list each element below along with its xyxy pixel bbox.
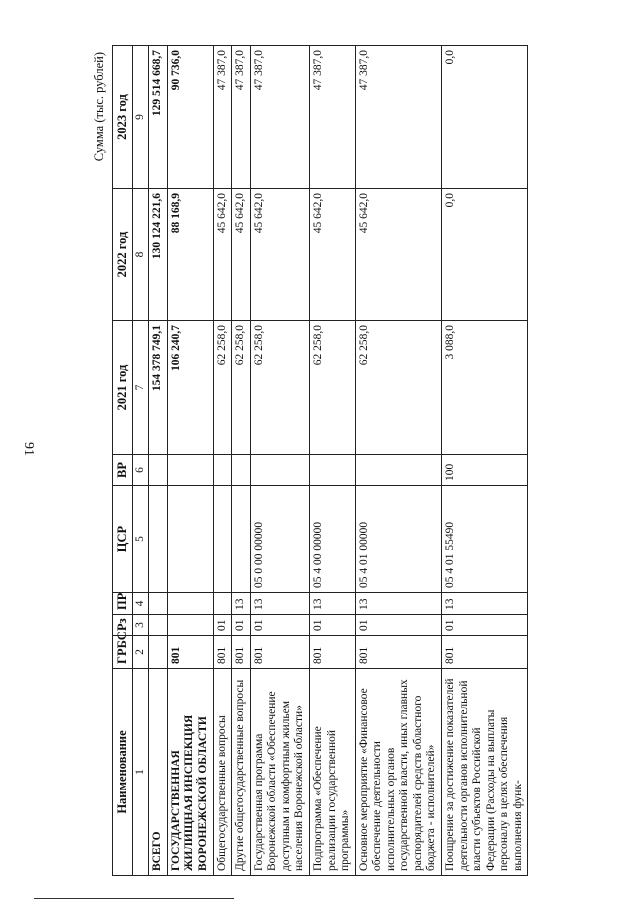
cell-rz: [149, 615, 168, 636]
cell-grbs: 801: [232, 636, 251, 669]
column-number: 5: [132, 486, 149, 593]
cell-pr: 13: [442, 593, 528, 615]
cell-csr: [213, 486, 232, 593]
cell-grbs: 801: [213, 636, 232, 669]
row-name: Государственная программа Воронежской области «Обеспечение доступным и комфортным жильем населения Воронежской области»: [250, 669, 309, 876]
cell-pr: [213, 593, 232, 615]
cell-vr: [355, 455, 441, 486]
header-vr: ВР: [113, 455, 133, 486]
cell-2023: 47 387,0: [355, 46, 441, 189]
cell-2021: 62 258,0: [232, 321, 251, 455]
table-row: [250, 46, 309, 876]
row-name: Другие общегосударственные вопросы: [232, 669, 251, 876]
cell-grbs: 801: [167, 636, 213, 669]
table-row: [442, 46, 528, 876]
cell-pr: 13: [309, 593, 355, 615]
cell-csr: 05 4 00 00000: [309, 486, 355, 593]
unit-label: Сумма (тыс. рублей): [92, 52, 106, 162]
cell-csr: 05 4 01 55490: [442, 486, 528, 593]
cell-csr: [232, 486, 251, 593]
row-name: Подпрограмма «Обеспечение реализации государственной программы»: [309, 669, 355, 876]
column-number: 1: [132, 669, 149, 876]
budget-table: [112, 45, 528, 876]
cell-vr: [213, 455, 232, 486]
cell-grbs: 801: [442, 636, 528, 669]
cell-grbs: 801: [250, 636, 309, 669]
column-number: 9: [132, 46, 149, 189]
cell-pr: 13: [250, 593, 309, 615]
cell-2022: 45 642,0: [232, 189, 251, 321]
cell-2021: 154 378 749,1: [149, 321, 168, 455]
cell-vr: [167, 455, 213, 486]
cell-vr: 100: [442, 455, 528, 486]
cell-csr: [167, 486, 213, 593]
cell-rz: 01: [442, 615, 528, 636]
cell-2021: 62 258,0: [250, 321, 309, 455]
header-grbs: ГРБС: [113, 636, 133, 669]
cell-rz: 01: [232, 615, 251, 636]
cell-2021: 106 240,7: [167, 321, 213, 455]
cell-rz: 01: [213, 615, 232, 636]
cell-grbs: [149, 636, 168, 669]
header-csr: ЦСР: [113, 486, 133, 593]
column-number: 8: [132, 189, 149, 321]
cell-2023: 47 387,0: [250, 46, 309, 189]
column-number-row: [132, 46, 149, 876]
table-row: [167, 46, 213, 876]
table-row: [213, 46, 232, 876]
cell-2023: 129 514 668,7: [149, 46, 168, 189]
cell-2023: 90 736,0: [167, 46, 213, 189]
column-number: 7: [132, 321, 149, 455]
cell-2022: 45 642,0: [355, 189, 441, 321]
header-rz: Рз: [113, 615, 133, 636]
row-name: Основное мероприятие «Финансовое обеспечение деятельности исполнительных органов государственной власти, иных главных распорядителей средств областного бюджета - исполнителей»: [355, 669, 441, 876]
cell-pr: [167, 593, 213, 615]
cell-pr: 13: [232, 593, 251, 615]
footnote-divider: [34, 898, 234, 899]
row-name: ГОСУДАРСТВЕННАЯ ЖИЛИЩНАЯ ИНСПЕКЦИЯ ВОРОНЕЖСКОЙ ОБЛАСТИ: [167, 669, 213, 876]
table-body: [149, 46, 528, 876]
cell-vr: [309, 455, 355, 486]
cell-pr: 13: [355, 593, 441, 615]
cell-rz: 01: [309, 615, 355, 636]
page-number: 91: [21, 442, 36, 456]
cell-2021: 62 258,0: [309, 321, 355, 455]
cell-grbs: 801: [355, 636, 441, 669]
cell-2022: 45 642,0: [213, 189, 232, 321]
cell-rz: 01: [250, 615, 309, 636]
header-2023: 2023 год: [113, 46, 133, 189]
cell-rz: 01: [355, 615, 441, 636]
cell-csr: [149, 486, 168, 593]
cell-grbs: 801: [309, 636, 355, 669]
header-name: Наименование: [113, 669, 133, 876]
cell-2021: 62 258,0: [355, 321, 441, 455]
cell-vr: [232, 455, 251, 486]
cell-csr: 05 0 00 00000: [250, 486, 309, 593]
cell-2022: 0,0: [442, 189, 528, 321]
cell-2023: 47 387,0: [309, 46, 355, 189]
cell-2023: 47 387,0: [213, 46, 232, 189]
cell-pr: [149, 593, 168, 615]
cell-2023: 47 387,0: [232, 46, 251, 189]
header-2021: 2021 год: [113, 321, 133, 455]
cell-2022: 45 642,0: [309, 189, 355, 321]
header-row: [113, 46, 133, 876]
cell-vr: [250, 455, 309, 486]
column-number: 2: [132, 636, 149, 669]
rotated-page: [92, 46, 624, 876]
header-2022: 2022 год: [113, 189, 133, 321]
header-pr: ПР: [113, 593, 133, 615]
table-row: [309, 46, 355, 876]
table-row: [355, 46, 441, 876]
table-row: [149, 46, 168, 876]
column-number: 3: [132, 615, 149, 636]
row-name: Общегосударственные вопросы: [213, 669, 232, 876]
table-row: [232, 46, 251, 876]
cell-2021: 3 088,0: [442, 321, 528, 455]
cell-2022: 130 124 221,6: [149, 189, 168, 321]
column-number: 6: [132, 455, 149, 486]
row-name: ВСЕГО: [149, 669, 168, 876]
cell-rz: [167, 615, 213, 636]
cell-csr: 05 4 01 00000: [355, 486, 441, 593]
cell-2022: 88 168,9: [167, 189, 213, 321]
cell-2022: 45 642,0: [250, 189, 309, 321]
cell-vr: [149, 455, 168, 486]
row-name: Поощрение за достижение показателей деятельности органов исполнительной власти субъектов Российской Федерации (Расходы на выплаты персоналу в целях обеспечения выполнения функ-: [442, 669, 528, 876]
cell-2021: 62 258,0: [213, 321, 232, 455]
cell-2023: 0,0: [442, 46, 528, 189]
column-number: 4: [132, 593, 149, 615]
